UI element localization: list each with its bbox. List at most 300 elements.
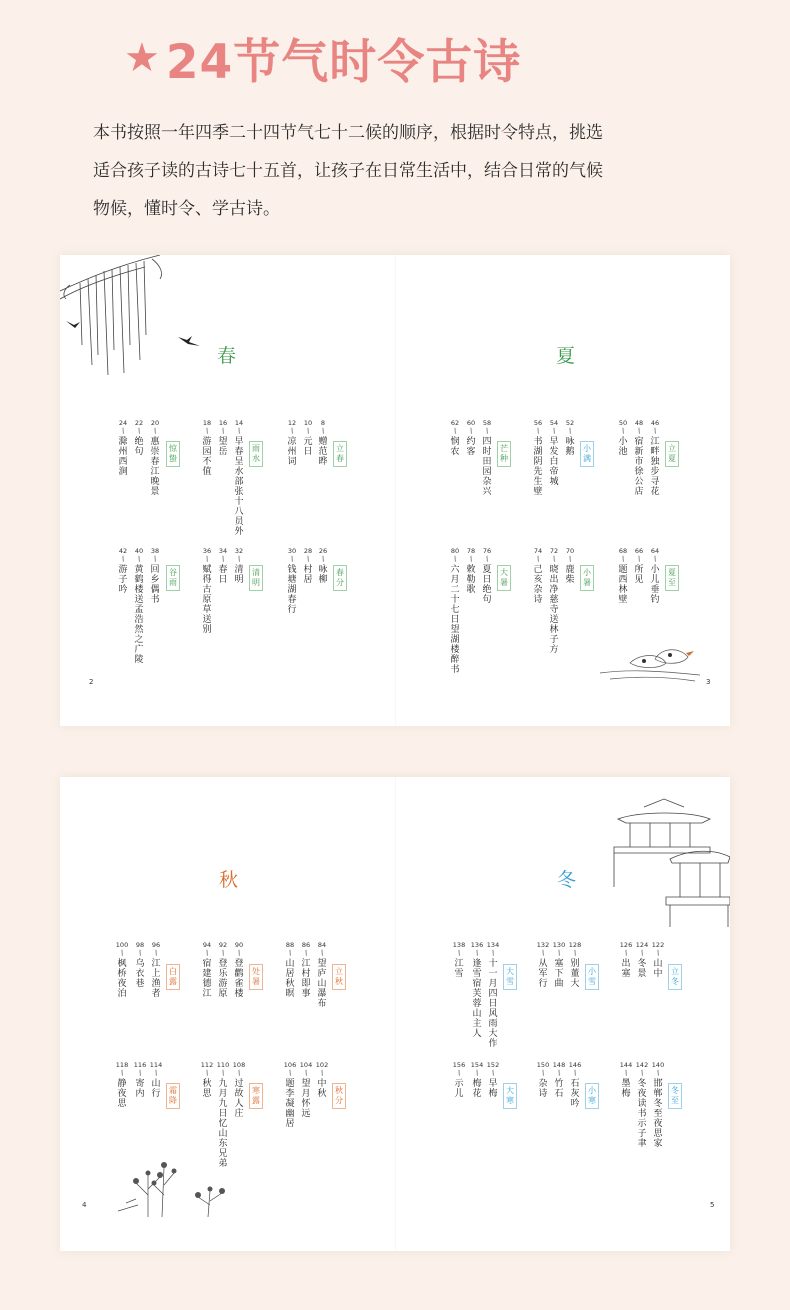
page-number: 118	[115, 1061, 129, 1069]
solar-term-badge: 小满	[580, 441, 594, 467]
poem-title: 书湖阴先生壁	[533, 437, 543, 497]
divider: /	[452, 554, 458, 564]
poem-title: 秋思	[202, 1079, 212, 1099]
flowers-illustration	[118, 1155, 248, 1217]
toc-entry[interactable]	[465, 547, 477, 595]
divider: /	[636, 554, 642, 564]
page-number: 148	[552, 1061, 566, 1069]
divider: /	[152, 426, 158, 436]
toc-entry[interactable]	[117, 547, 129, 595]
toc-entry[interactable]	[620, 1061, 632, 1099]
divider: /	[119, 1068, 125, 1078]
divider: /	[204, 1068, 210, 1078]
toc-entry[interactable]	[201, 547, 213, 635]
solar-term-badge: 立秋	[332, 964, 346, 990]
page-number: 92	[218, 941, 228, 949]
solar-term-badge: 冬至	[668, 1083, 682, 1109]
toc-entry[interactable]	[620, 941, 632, 979]
divider: /	[236, 554, 242, 564]
season-title-summer: 夏	[556, 345, 576, 367]
toc-entry[interactable]	[233, 941, 245, 999]
toc-entry[interactable]	[149, 419, 161, 497]
page-number: 80	[450, 547, 460, 555]
intro-line: 本书按照一年四季二十四节气七十二候的顺序，根据时令特点，挑选	[93, 123, 603, 143]
toc-entry[interactable]	[134, 941, 146, 989]
divider: /	[623, 948, 629, 958]
page-number: 76	[482, 547, 492, 555]
toc-entry[interactable]	[150, 1061, 162, 1099]
toc-entry[interactable]	[116, 1061, 128, 1109]
divider: /	[220, 426, 226, 436]
solar-term-badge: 白露	[166, 964, 180, 990]
page-number: 68	[618, 547, 628, 555]
poem-title: 寄内	[135, 1079, 145, 1099]
poem-title: 石灰吟	[570, 1079, 580, 1109]
toc-entry[interactable]	[471, 941, 483, 1039]
poem-title: 村居	[303, 565, 313, 585]
toc-entry[interactable]	[636, 941, 648, 979]
toc-entry[interactable]	[481, 547, 493, 605]
poem-title: 中秋	[317, 1079, 327, 1099]
divider: /	[639, 1068, 645, 1078]
toc-entry[interactable]	[201, 941, 213, 999]
divider: /	[452, 426, 458, 436]
page-number: 22	[134, 419, 144, 427]
toc-entry[interactable]	[217, 419, 229, 457]
poem-title: 鹿柴	[565, 565, 575, 585]
page-number: 58	[482, 419, 492, 427]
page-number: 14	[234, 419, 244, 427]
divider: /	[220, 1068, 226, 1078]
season-title-autumn: 秋	[219, 869, 239, 891]
heading-title: 24节气时令古诗	[165, 34, 522, 90]
page-number: 34	[218, 547, 228, 555]
page-number: 70	[565, 547, 575, 555]
page-number: 94	[202, 941, 212, 949]
toc-entry[interactable]	[537, 941, 549, 989]
toc-entry[interactable]	[149, 547, 161, 605]
poem-title: 宿新市徐公店	[634, 437, 644, 497]
page-number: 16	[218, 419, 228, 427]
toc-entry[interactable]	[217, 547, 229, 585]
poem-title: 黄鹤楼送孟浩然之广陵	[134, 565, 144, 665]
divider: /	[120, 426, 126, 436]
toc-entry[interactable]	[453, 1061, 465, 1099]
poem-title: 示儿	[454, 1079, 464, 1099]
toc-entry[interactable]	[569, 1061, 581, 1109]
divider: /	[490, 1068, 496, 1078]
page-number: 132	[536, 941, 550, 949]
intro-line: 物候，懂时令、学古诗。	[93, 199, 280, 219]
toc-entry[interactable]	[150, 941, 162, 999]
page-number: 110	[216, 1061, 230, 1069]
divider: /	[153, 948, 159, 958]
solar-term-badge: 芒种	[497, 441, 511, 467]
solar-term-badge: 秋分	[332, 1083, 346, 1109]
page-number: 142	[635, 1061, 649, 1069]
toc-entry[interactable]	[649, 419, 661, 497]
solar-term-badge: 清明	[249, 565, 263, 591]
divider: /	[137, 1068, 143, 1078]
divider: /	[136, 554, 142, 564]
divider: /	[572, 948, 578, 958]
poem-title: 赋得古原草送别	[202, 565, 212, 635]
page-number: 52	[565, 419, 575, 427]
solar-term-badge: 谷雨	[166, 565, 180, 591]
poem-title: 六月二十七日望湖楼醉书	[450, 565, 460, 675]
page-number: 128	[568, 941, 582, 949]
divider: /	[540, 948, 546, 958]
page-gutter	[395, 777, 396, 1251]
solar-term-badge: 寒露	[249, 1083, 263, 1109]
page-number: 50	[618, 419, 628, 427]
toc-entry[interactable]	[317, 419, 329, 467]
willow-branch-illustration	[60, 255, 200, 385]
divider: /	[289, 554, 295, 564]
toc-entry[interactable]	[487, 1061, 499, 1099]
divider: /	[540, 1068, 546, 1078]
toc-entry[interactable]	[134, 1061, 146, 1099]
divider: /	[474, 948, 480, 958]
page-number: 46	[650, 419, 660, 427]
page-number: 86	[301, 941, 311, 949]
toc-entry[interactable]	[537, 1061, 549, 1099]
solar-term-badge: 处暑	[249, 964, 263, 990]
page-number: 104	[299, 1061, 313, 1069]
toc-entry[interactable]	[449, 547, 461, 675]
divider: /	[652, 554, 658, 564]
toc-entry[interactable]	[652, 941, 664, 979]
toc-entry[interactable]	[116, 941, 128, 999]
divider: /	[289, 426, 295, 436]
poem-title: 别董大	[570, 959, 580, 989]
divider: /	[119, 948, 125, 958]
divider: /	[220, 554, 226, 564]
poem-title: 登鹳雀楼	[234, 959, 244, 999]
divider: /	[236, 1068, 242, 1078]
page-number: 116	[133, 1061, 147, 1069]
toc-entry[interactable]	[471, 1061, 483, 1099]
book-spread-autumn-winter	[60, 777, 730, 1251]
poem-title: 冬景	[637, 959, 647, 979]
page-number-right: 5	[710, 1201, 715, 1209]
solar-term-badge: 霜降	[166, 1083, 180, 1109]
page-number: 32	[234, 547, 244, 555]
solar-term-badge: 夏至	[665, 565, 679, 591]
toc-entry[interactable]	[286, 419, 298, 467]
poem-title: 竹石	[554, 1079, 564, 1099]
toc-entry[interactable]	[201, 419, 213, 477]
page-number: 102	[315, 1061, 329, 1069]
divider: /	[567, 426, 573, 436]
divider: /	[639, 948, 645, 958]
toc-entry[interactable]	[233, 547, 245, 585]
toc-entry[interactable]	[548, 547, 560, 655]
divider: /	[120, 554, 126, 564]
poem-title: 冬夜读书示子聿	[637, 1079, 647, 1149]
poem-title: 钱塘湖春行	[287, 565, 297, 615]
poem-title: 梅花	[472, 1079, 482, 1099]
toc-entry[interactable]	[449, 419, 461, 457]
page-number: 26	[318, 547, 328, 555]
page-number: 12	[287, 419, 297, 427]
page-number: 96	[151, 941, 161, 949]
divider: /	[137, 948, 143, 958]
divider: /	[652, 426, 658, 436]
poem-title: 惠崇春江晚景	[150, 437, 160, 497]
divider: /	[551, 554, 557, 564]
page-number: 114	[149, 1061, 163, 1069]
page-number: 20	[150, 419, 160, 427]
page-number: 74	[533, 547, 543, 555]
section-heading	[124, 28, 521, 88]
divider: /	[636, 426, 642, 436]
poem-title: 题西林壁	[618, 565, 628, 605]
poem-title: 乌衣巷	[135, 959, 145, 989]
toc-entry[interactable]	[564, 419, 576, 457]
poem-title: 塞下曲	[554, 959, 564, 989]
poem-title: 早梅	[488, 1079, 498, 1099]
page-number: 48	[634, 419, 644, 427]
toc-entry[interactable]	[569, 941, 581, 989]
divider: /	[623, 1068, 629, 1078]
solar-term-badge: 大寒	[503, 1083, 517, 1109]
page-number: 78	[466, 547, 476, 555]
solar-term-badge: 小雪	[585, 964, 599, 990]
page-number: 146	[568, 1061, 582, 1069]
divider: /	[556, 1068, 562, 1078]
solar-term-badge: 大暑	[497, 565, 511, 591]
poem-title: 邯郸冬至夜思家	[653, 1079, 663, 1149]
divider: /	[153, 1068, 159, 1078]
poem-title: 绝句	[134, 437, 144, 457]
poem-title: 过故人庄	[234, 1079, 244, 1119]
page-number: 124	[635, 941, 649, 949]
page-number: 126	[619, 941, 633, 949]
poem-title: 凉州词	[287, 437, 297, 467]
page-number: 98	[135, 941, 145, 949]
toc-entry[interactable]	[553, 1061, 565, 1099]
solar-term-badge: 雨水	[249, 441, 263, 467]
page-number: 54	[549, 419, 559, 427]
solar-term-badge: 惊蛰	[166, 441, 180, 467]
page-number: 8	[320, 419, 326, 427]
poem-title: 元日	[303, 437, 313, 457]
page-number: 138	[452, 941, 466, 949]
toc-entry[interactable]	[300, 941, 312, 999]
poem-title: 四时田园杂兴	[482, 437, 492, 497]
toc-entry[interactable]	[317, 547, 329, 585]
intro-line: 适合孩子读的古诗七十五首，让孩子在日常生活中，结合日常的气候	[93, 161, 603, 181]
ducks-illustration	[600, 639, 710, 689]
divider: /	[305, 426, 311, 436]
toc-entry[interactable]	[302, 547, 314, 585]
page-gutter	[395, 255, 396, 726]
page-number: 130	[552, 941, 566, 949]
page-number: 24	[118, 419, 128, 427]
divider: /	[468, 554, 474, 564]
divider: /	[620, 426, 626, 436]
toc-entry[interactable]	[465, 419, 477, 457]
poem-title: 小池	[618, 437, 628, 457]
page-number: 90	[234, 941, 244, 949]
divider: /	[456, 1068, 462, 1078]
divider: /	[535, 554, 541, 564]
divider: /	[655, 1068, 661, 1078]
poem-title: 静夜思	[117, 1079, 127, 1109]
poem-title: 敕勒歌	[466, 565, 476, 595]
poem-title: 约客	[466, 437, 476, 457]
divider: /	[136, 426, 142, 436]
solar-term-badge: 立冬	[668, 964, 682, 990]
poem-title: 望月怀远	[301, 1079, 311, 1119]
divider: /	[204, 948, 210, 958]
poem-title: 枫桥夜泊	[117, 959, 127, 999]
poem-title: 江村即事	[301, 959, 311, 999]
page-number: 72	[549, 547, 559, 555]
toc-entry[interactable]	[233, 1061, 245, 1119]
page-number: 18	[202, 419, 212, 427]
toc-entry[interactable]	[300, 1061, 312, 1119]
toc-entry[interactable]	[649, 547, 661, 605]
solar-term-badge: 春分	[333, 565, 347, 591]
poem-title: 赠范晔	[318, 437, 328, 467]
page-number: 10	[303, 419, 313, 427]
page-number: 112	[200, 1061, 214, 1069]
poem-title: 望庐山瀑布	[317, 959, 327, 1009]
toc-entry[interactable]	[133, 419, 145, 457]
page-number: 150	[536, 1061, 550, 1069]
swallow-icon	[178, 333, 200, 347]
poem-title: 清明	[234, 565, 244, 585]
page-number-left: 2	[89, 678, 94, 686]
page-number: 66	[634, 547, 644, 555]
page-number: 144	[619, 1061, 633, 1069]
divider: /	[305, 554, 311, 564]
poem-title: 小儿垂钓	[650, 565, 660, 605]
toc-entry[interactable]	[617, 419, 629, 457]
toc-entry[interactable]	[316, 1061, 328, 1099]
toc-entry[interactable]	[284, 941, 296, 999]
toc-entry[interactable]	[217, 941, 229, 999]
poem-title: 山行	[151, 1079, 161, 1099]
divider: /	[152, 554, 158, 564]
divider: /	[236, 426, 242, 436]
page-number-left: 4	[82, 1201, 87, 1209]
toc-entry[interactable]	[532, 419, 544, 497]
toc-entry[interactable]	[284, 1061, 296, 1129]
divider: /	[474, 1068, 480, 1078]
page-number: 64	[650, 547, 660, 555]
toc-entry[interactable]	[201, 1061, 213, 1099]
toc-entry[interactable]	[302, 419, 314, 457]
divider: /	[490, 948, 496, 958]
poem-title: 咏鹅	[565, 437, 575, 457]
poem-title: 游园不值	[202, 437, 212, 477]
toc-entry[interactable]	[633, 547, 645, 585]
toc-entry[interactable]	[316, 941, 328, 1009]
divider: /	[567, 554, 573, 564]
divider: /	[204, 426, 210, 436]
page-number: 56	[533, 419, 543, 427]
toc-entry[interactable]	[548, 419, 560, 487]
poem-title: 所见	[634, 565, 644, 585]
toc-entry[interactable]	[233, 419, 245, 537]
toc-entry[interactable]	[481, 419, 493, 497]
poem-title: 悯农	[450, 437, 460, 457]
toc-entry[interactable]	[652, 1061, 664, 1149]
poem-title: 山中	[653, 959, 663, 979]
toc-entry[interactable]	[532, 547, 544, 605]
page-number: 62	[450, 419, 460, 427]
toc-entry[interactable]	[217, 1061, 229, 1169]
poem-title: 早春呈水部张十八员外	[234, 437, 244, 537]
page-number: 108	[232, 1061, 246, 1069]
divider: /	[319, 1068, 325, 1078]
divider: /	[484, 426, 490, 436]
divider: /	[484, 554, 490, 564]
page-number: 154	[470, 1061, 484, 1069]
divider: /	[535, 426, 541, 436]
toc-entry[interactable]	[633, 419, 645, 497]
poem-title: 题李凝幽居	[285, 1079, 295, 1129]
page-number: 106	[283, 1061, 297, 1069]
poem-title: 墨梅	[621, 1079, 631, 1099]
toc-entry[interactable]	[487, 941, 499, 1049]
poem-title: 登乐游原	[218, 959, 228, 999]
divider: /	[236, 948, 242, 958]
page-number: 42	[118, 547, 128, 555]
poem-title: 江雪	[454, 959, 464, 979]
poem-title: 九月九日忆山东兄弟	[218, 1079, 228, 1169]
toc-entry[interactable]	[636, 1061, 648, 1149]
solar-term-badge: 立夏	[665, 441, 679, 467]
star-icon: ★	[124, 35, 160, 81]
poem-title: 回乡偶书	[150, 565, 160, 605]
toc-entry[interactable]	[617, 547, 629, 605]
page-number: 40	[134, 547, 144, 555]
poem-title: 望岳	[218, 437, 228, 457]
page-number: 152	[486, 1061, 500, 1069]
toc-entry[interactable]	[553, 941, 565, 989]
solar-term-badge: 小寒	[585, 1083, 599, 1109]
divider: /	[456, 948, 462, 958]
divider: /	[319, 948, 325, 958]
toc-entry[interactable]	[453, 941, 465, 979]
poem-title: 滁州西涧	[118, 437, 128, 477]
toc-entry[interactable]	[564, 547, 576, 585]
page-number: 38	[150, 547, 160, 555]
poem-title: 逢雪宿芙蓉山主人	[472, 959, 482, 1039]
poem-title: 游子吟	[118, 565, 128, 595]
book-spread-spring-summer	[60, 255, 730, 726]
poem-title: 咏柳	[318, 565, 328, 585]
divider: /	[204, 554, 210, 564]
page-number-right: 3	[706, 678, 711, 686]
toc-entry[interactable]	[133, 547, 145, 665]
poem-title: 出塞	[621, 959, 631, 979]
divider: /	[468, 426, 474, 436]
divider: /	[220, 948, 226, 958]
pavilion-illustration	[610, 797, 730, 927]
toc-entry[interactable]	[286, 547, 298, 615]
toc-entry[interactable]	[117, 419, 129, 477]
poem-title: 夏日绝句	[482, 565, 492, 605]
poem-title: 江畔独步寻花	[650, 437, 660, 497]
divider: /	[320, 554, 326, 564]
divider: /	[303, 948, 309, 958]
poem-title: 春日	[218, 565, 228, 585]
